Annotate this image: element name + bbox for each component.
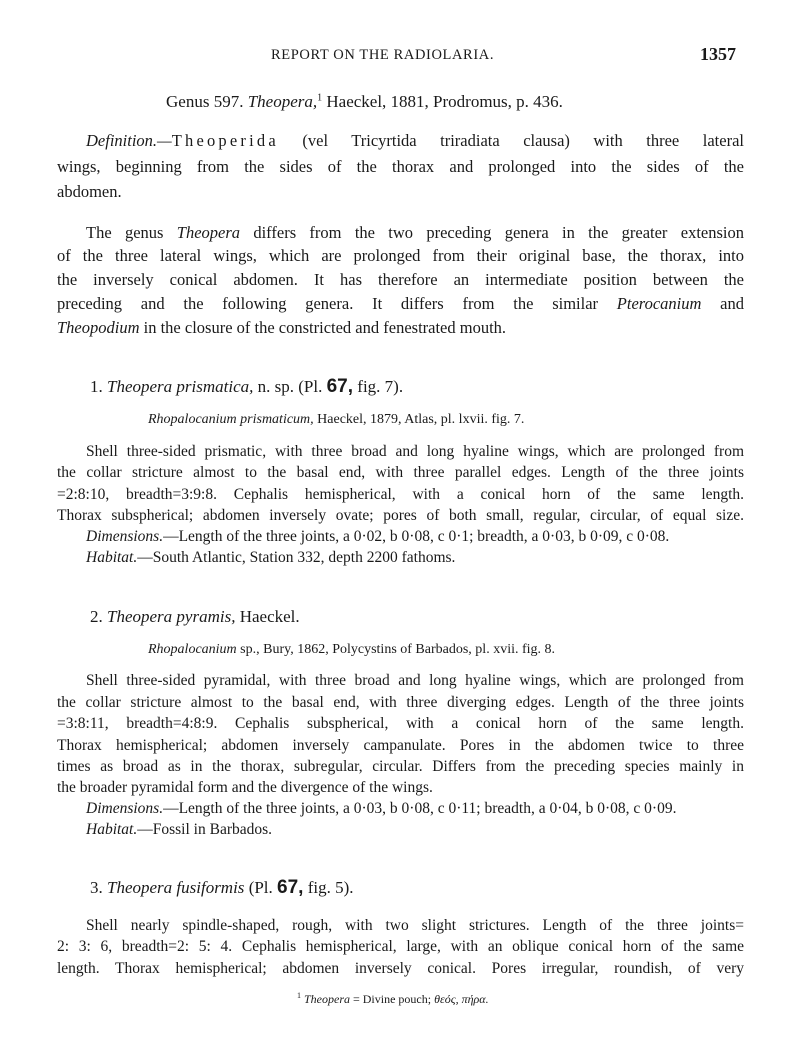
footnote-term: Theopera [304,992,350,1006]
species-1-dimensions [86,528,773,546]
species-name: Theopera fusiformis [107,878,245,897]
intro-genus-name: Theopodium [57,318,140,337]
species-number: 2. [90,607,103,626]
synonym-citation: Haeckel, 1879, Atlas, pl. lxvii. fig. 7. [313,412,525,427]
intro-genus-name: Theopera [176,223,241,242]
species-1-heading [90,376,403,398]
intro-text: The genus [86,223,177,242]
species-1-habitat [86,549,773,567]
figure-ref: fig. 7). [353,377,404,396]
plate-number: 67, [326,376,354,397]
intro-line-1 [86,223,744,243]
definition-family: Theoperida [171,131,279,150]
intro-text: preceding and the following genera. It differs from the similar [57,294,617,313]
habitat-text: —South Atlantic, Station 332, depth 2200 fathoms. [137,549,456,566]
species-2-synonym [148,642,555,658]
species-number: 3. [90,878,103,897]
dimensions-label: Dimensions. [86,528,164,545]
definition-text-1: (vel Tricyrtida triradiata clausa) with three lateral [278,131,744,150]
figure-ref: fig. 5). [303,878,354,897]
species-name: Theopera prismatica, [107,377,254,396]
definition-line-1 [86,131,744,151]
species-2-line-5: times as broad as in the thorax, subregular, circular. Differs from the preceding species mainly in [57,758,744,775]
species-name: Theopera pyramis, [107,607,236,626]
species-number: 1. [90,377,103,396]
species-heading-text: n. sp. (Pl. [253,377,327,396]
species-1-line-2: the collar stricture almost to the basal end, with three parallel edges. Length of the three joints [57,464,744,481]
species-1-synonym [148,412,524,428]
definition-line-2: wings, beginning from the sides of the thorax and prolonged into the sides of the [57,157,744,176]
species-3-line-3: length. Thorax hemispherical; abdomen inversely conical. Pores irregular, roundish, of very [57,960,744,977]
species-1-line-4: Thorax subspherical; abdomen inversely ovate; pores of both small, regular, circular, of equal size. [57,507,744,524]
species-3-heading [90,877,354,899]
species-2-line-4: Thorax hemispherical; abdomen inversely campanulate. Pores in the abdomen twice to three [57,737,744,754]
species-2-habitat [86,821,773,839]
habitat-text: —Fossil in Barbados. [137,821,273,838]
intro-genus-name: Pterocanium [616,294,702,313]
intro-text: and [701,294,745,313]
page-number: 1357 [700,44,736,64]
genus-name: Theopera, [247,92,318,111]
species-2-heading [90,607,300,627]
genus-citation: Haeckel, 1881, Prodromus, p. 436. [322,92,563,111]
genus-prefix: Genus 597. [166,92,244,111]
species-1-line-1: Shell three-sided prismatic, with three broad and long hyaline wings, which are prolonged from [86,443,744,460]
running-title: REPORT ON THE RADIOLARIA. [271,47,495,63]
synonym-name: Rhopalocanium prismaticum, [148,412,314,427]
running-header [0,44,800,68]
synonym-citation: sp., Bury, 1862, Polycystins of Barbados, pl. xvii. fig. 8. [236,642,556,657]
footnote [297,991,489,1007]
species-heading-text: Haeckel. [235,607,300,626]
intro-line-5 [57,318,744,338]
species-2-line-2: the collar stricture almost to the basal end, with three diverging edges. Length of the three joints [57,694,744,711]
species-1-line-3: =2:8:10, breadth=3:9:8. Cephalis hemispherical, with a conical horn of the same length. [57,486,744,503]
plate-number: 67, [277,877,304,898]
intro-text: in the closure of the constricted and fenestrated mouth. [139,318,507,337]
intro-line-4 [57,294,744,314]
definition-line-3: abdomen. [57,182,122,201]
intro-line-3: the inversely conical abdomen. It has therefore an intermediate position between the [57,270,744,289]
habitat-label: Habitat. [86,821,138,838]
dimensions-text: —Length of the three joints, a 0·03, b 0·08, c 0·11; breadth, a 0·04, b 0·08, c 0·09. [163,800,677,817]
definition-label: Definition.— [86,131,172,150]
species-2-line-6: the broader pyramidal form and the divergence of the wings. [57,779,433,796]
intro-text: differs from the two preceding genera in the greater extension [240,223,744,242]
intro-line-2: of the three lateral wings, which are prolonged from their original base, the thorax, into [57,246,744,265]
footnote-mark: 1 [297,991,301,1000]
species-3-line-2: 2: 3: 6, breadth=2: 5: 4. Cephalis hemispherical, large, with an oblique conical horn of the same [57,938,744,955]
species-3-line-1: Shell nearly spindle-shaped, rough, with two slight strictures. Length of the three joints= [86,917,744,934]
genus-heading [166,92,563,112]
footnote-ref: 1 [317,92,323,104]
footnote-greek: θεός, πήρα. [434,992,489,1006]
species-2-dimensions [86,800,773,818]
synonym-name: Rhopalocanium [148,642,237,657]
species-heading-text: (Pl. [244,878,278,897]
species-2-line-3: =3:8:11, breadth=4:8:9. Cephalis subspherical, with a conical horn of the same length. [57,715,744,732]
species-2-line-1: Shell three-sided pyramidal, with three broad and long hyaline wings, which are prolonged from [86,672,744,689]
dimensions-text: —Length of the three joints, a 0·02, b 0·08, c 0·1; breadth, a 0·03, b 0·09, c 0·08. [163,528,670,545]
footnote-text: = Divine pouch; [350,992,435,1006]
dimensions-label: Dimensions. [86,800,164,817]
habitat-label: Habitat. [86,549,138,566]
